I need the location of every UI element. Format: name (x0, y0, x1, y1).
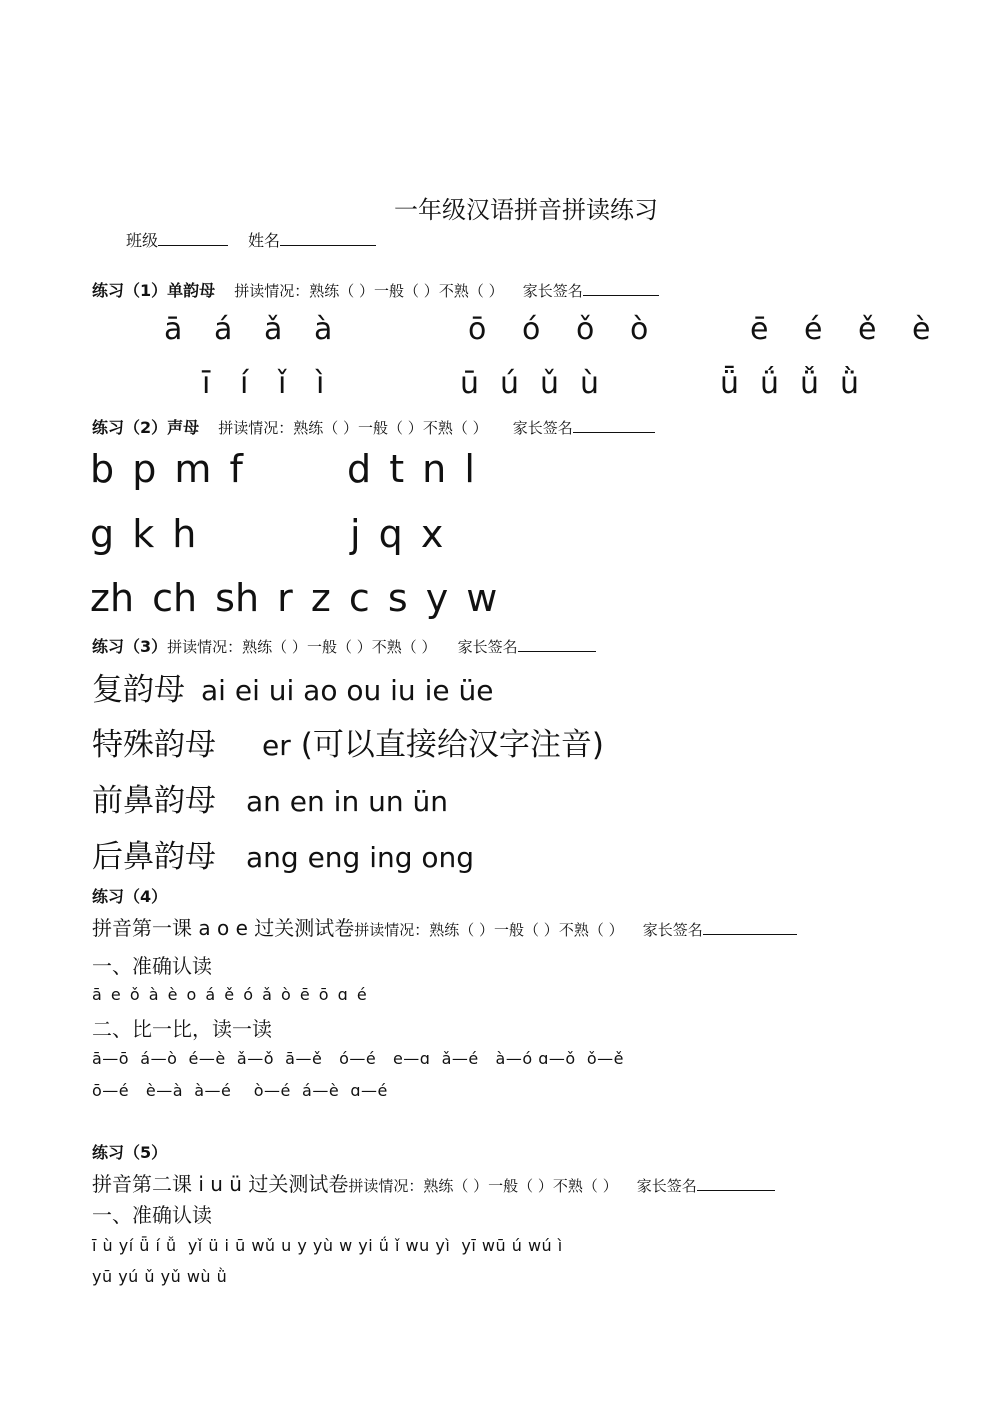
finals-row-compound (92, 664, 493, 709)
ex5-header (92, 1168, 775, 1197)
name-field (248, 228, 376, 251)
ex1-group-e (750, 312, 966, 347)
ex4-heading-text: 练习（4） (92, 887, 168, 906)
name-blank[interactable] (280, 231, 376, 246)
finals-row-back-nasal (92, 831, 474, 876)
ex2-sign-blank[interactable] (573, 418, 655, 433)
ex1-status-normal: 一般（ ） (374, 282, 439, 300)
tone-letter: ǜ (840, 366, 860, 401)
tone-letter: ǔ (540, 366, 560, 401)
ex5-status-fluent: 熟练（ ） (423, 1177, 489, 1195)
name-label: 姓名 (248, 231, 281, 250)
ex2-status-fluent: 熟练（ ） (293, 419, 359, 437)
tone-letter: í (240, 366, 249, 401)
ex3-status-prefix: 拼读情况： (167, 638, 243, 656)
ex1-sign-blank[interactable] (583, 281, 659, 296)
ex5-heading (92, 1140, 167, 1163)
ex4-heading (92, 884, 167, 907)
row-text: an en in un ün (246, 785, 448, 818)
tone-letter: ǖ (720, 366, 740, 401)
tone-letter: é (804, 312, 823, 347)
ex4-sign-label: 家长签名 (642, 921, 703, 939)
ex4-header (92, 912, 797, 941)
ex4-part1-heading: 一、准确认读 (92, 954, 212, 978)
row-label: 前鼻韵母 (92, 783, 216, 819)
ex5-status-normal: 一般（ ） (488, 1177, 553, 1195)
ex1-group-a (164, 312, 364, 347)
ex5-part1-heading: 一、准确认读 (92, 1203, 212, 1227)
initials-line-1b: d t n l (347, 447, 475, 491)
ex1-heading: 练习（1）单韵母 (92, 281, 216, 300)
ex1-status-prefix: 拼读情况： (234, 282, 310, 300)
tone-letter: è (912, 312, 931, 347)
ex3-heading: 练习（3） (92, 637, 168, 656)
tone-letter: ǒ (576, 312, 595, 347)
ex2-status-prefix: 拼读情况： (218, 419, 294, 437)
initials-line-1a: b p m f (90, 447, 243, 491)
finals-row-front-nasal (92, 775, 448, 820)
row-label: 复韵母 (92, 672, 185, 708)
ex5-status-unfamiliar: 不熟（ ） (552, 1177, 618, 1195)
ex5-heading-text: 练习（5） (92, 1143, 168, 1162)
initials-line-2b: j q x (350, 512, 444, 556)
ex5-line-2: yū yú ǔ yǔ wù ǜ (92, 1267, 228, 1286)
class-field (126, 228, 228, 251)
tone-letter: ò (630, 312, 649, 347)
tone-letter: ū (460, 366, 480, 401)
row-text: er (262, 729, 291, 762)
tone-letter: ǘ (760, 366, 780, 401)
ex4-line-1: ā e ǒ à è o á ě ó ǎ ò ē ō ɑ é (92, 985, 368, 1004)
ex3-sign-blank[interactable] (518, 637, 596, 652)
ex3-header (92, 634, 596, 657)
tone-letter: ú (500, 366, 520, 401)
ex5-sign-label: 家长签名 (636, 1177, 697, 1195)
initials-line-3: zh ch sh r z c s y w (90, 576, 498, 620)
ex5-status-prefix: 拼读情况： (348, 1177, 424, 1195)
row-text: ai ei ui ao ou iu ie üe (201, 674, 494, 707)
ex4-sign-blank[interactable] (703, 920, 797, 935)
ex2-heading: 练习（2）声母 (92, 418, 200, 437)
tone-letter: ì (316, 366, 325, 401)
ex2-header (92, 415, 655, 438)
row-label: 特殊韵母 (92, 727, 216, 763)
ex4-line-2: ā—ō á—ò é—è ǎ—ǒ ā—ě ó—é e—ɑ ǎ—é à—ó ɑ—ǒ ǒ—ě (92, 1049, 624, 1068)
tone-letter: ó (522, 312, 541, 347)
ex5-line-1: ī ù yí ǖ í ǚ yǐ ü i ū wǔ u y yù w yi ǘ ǐ wu yì yī wū ú wú ì (92, 1236, 563, 1255)
ex1-sign-label: 家长签名 (522, 282, 583, 300)
tone-letter: á (214, 312, 233, 347)
ex5-lesson: 拼音第二课 i u ü 过关测试卷 (92, 1172, 349, 1196)
ex4-lesson: 拼音第一课 a o e 过关测试卷 (92, 916, 355, 940)
tone-letter: ě (858, 312, 877, 347)
row-text: ang eng ing ong (246, 841, 475, 874)
page-title: 一年级汉语拼音拼读练习 (394, 196, 658, 224)
class-blank[interactable] (158, 231, 228, 246)
ex3-status-normal: 一般（ ） (306, 638, 372, 656)
tone-letter: à (314, 312, 333, 347)
tone-letter: ā (164, 312, 183, 347)
tone-letter: ǚ (800, 366, 820, 401)
class-label: 班级 (126, 231, 159, 250)
ex1-status-unfamiliar: 不熟（ ） (438, 282, 504, 300)
row-label: 后鼻韵母 (92, 839, 216, 875)
ex4-status-prefix: 拼读情况： (354, 921, 430, 939)
ex1-group-v (720, 366, 880, 401)
ex1-group-i (202, 366, 354, 401)
ex2-status-normal: 一般（ ） (358, 419, 423, 437)
ex5-sign-blank[interactable] (697, 1176, 775, 1191)
ex4-part2-heading: 二、比一比，读一读 (92, 1017, 272, 1041)
tone-letter: ī (202, 366, 211, 401)
initials-line-2a: g k h (90, 512, 197, 556)
tone-letter: ǐ (278, 366, 287, 401)
ex4-status-unfamiliar: 不熟（ ） (558, 921, 624, 939)
row-note: (可以直接给汉字注音) (300, 727, 604, 763)
ex3-sign-label: 家长签名 (457, 638, 518, 656)
ex1-group-o (468, 312, 684, 347)
ex4-status-normal: 一般（ ） (494, 921, 559, 939)
tone-letter: ō (468, 312, 487, 347)
ex3-status-fluent: 熟练（ ） (242, 638, 307, 656)
finals-row-special (92, 719, 604, 764)
ex4-line-3: ō—é è—à à—é ò—é á—è ɑ—é (92, 1081, 388, 1100)
ex4-status-fluent: 熟练（ ） (429, 921, 495, 939)
ex3-status-unfamiliar: 不熟（ ） (371, 638, 437, 656)
ex1-header (92, 278, 659, 301)
ex1-group-u (460, 366, 620, 401)
ex1-status-fluent: 熟练（ ） (309, 282, 375, 300)
tone-letter: ǎ (264, 312, 283, 347)
tone-letter: ē (750, 312, 769, 347)
ex2-status-unfamiliar: 不熟（ ） (422, 419, 488, 437)
tone-letter: ù (580, 366, 600, 401)
ex2-sign-label: 家长签名 (512, 419, 573, 437)
